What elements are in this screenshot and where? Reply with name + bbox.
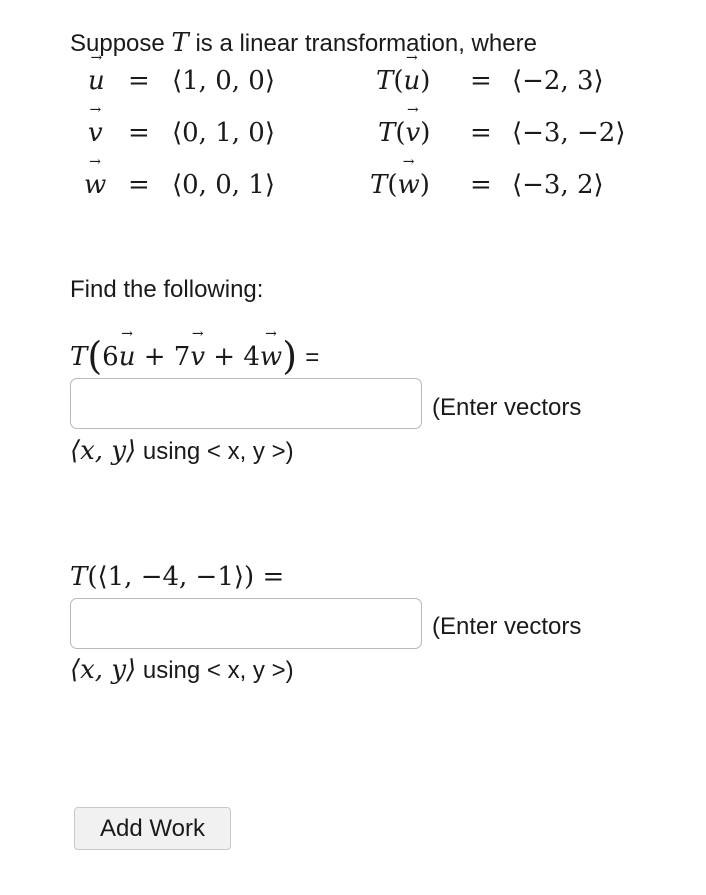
def-v-value: ⟨0, 1, 0⟩ — [172, 118, 275, 148]
q1-answer-input[interactable] — [70, 378, 422, 429]
q1-T: T — [70, 342, 88, 372]
question2-expression — [70, 562, 284, 592]
eq-sign: = — [470, 170, 492, 200]
q1-hint-line2 — [70, 436, 294, 466]
intro-prefix: Suppose — [70, 30, 165, 57]
def-w-row — [84, 170, 106, 200]
def-w-image: ⟨−3, 2⟩ — [512, 170, 604, 200]
add-work-button[interactable]: Add Work — [74, 807, 231, 850]
T-vec-v: → v — [406, 118, 421, 148]
q1-hint: (Enter vectors — [432, 394, 582, 421]
q2-hint-tail: using < x, y >) — [142, 657, 294, 684]
q1-vec-w: → w — [260, 342, 282, 372]
q2-hint: (Enter vectors — [432, 613, 582, 640]
T-of-w: T(→ w) — [370, 170, 430, 200]
question1-expression: T(6→ u + 7→ v + 4→ w) = — [70, 334, 319, 378]
def-w-value: ⟨0, 0, 1⟩ — [172, 170, 275, 200]
q1-hint-math: ⟨x, y⟩ — [70, 436, 137, 466]
T-vec-w: → w — [398, 170, 420, 200]
q1-hint-tail: using < x, y >) — [142, 438, 294, 465]
eq-sign: = — [128, 170, 150, 200]
vec-u: → u — [88, 66, 105, 96]
eq-sign: = — [128, 66, 150, 96]
def-v-image: ⟨−3, −2⟩ — [512, 118, 626, 148]
find-label: Find the following: — [70, 276, 264, 303]
T-of-v: T(→ v) — [378, 118, 430, 148]
q1-coef-w: 4 — [243, 342, 260, 372]
def-u-value: ⟨1, 0, 0⟩ — [172, 66, 275, 96]
vec-w: → w — [84, 170, 106, 200]
eq-sign: = — [470, 118, 492, 148]
def-v-row — [88, 118, 103, 148]
T-of-u: T(→ u) — [376, 66, 430, 96]
eq-sign: = — [128, 118, 150, 148]
q2-T: T — [70, 562, 88, 592]
q2-expr: (⟨1, −4, −1⟩) = — [87, 562, 285, 592]
vec-v: → v — [88, 118, 103, 148]
q1-vec-v: → v — [190, 342, 205, 372]
intro-line — [70, 28, 537, 58]
q1-coef-u: 6 — [102, 342, 119, 372]
q2-hint-math: ⟨x, y⟩ — [70, 655, 137, 685]
q2-answer-input[interactable] — [70, 598, 422, 649]
q1-coef-v: 7 — [173, 342, 191, 372]
q1-equals: = — [305, 344, 320, 371]
q2-hint-line2 — [70, 655, 294, 685]
def-u-image: ⟨−2, 3⟩ — [512, 66, 604, 96]
T-vec-u: → u — [404, 66, 421, 96]
intro-var: T — [171, 28, 189, 58]
def-u-row — [88, 66, 105, 96]
eq-sign: = — [470, 66, 492, 96]
q1-vec-u: → u — [119, 342, 136, 372]
intro-suffix: is a linear transformation, where — [195, 30, 537, 57]
